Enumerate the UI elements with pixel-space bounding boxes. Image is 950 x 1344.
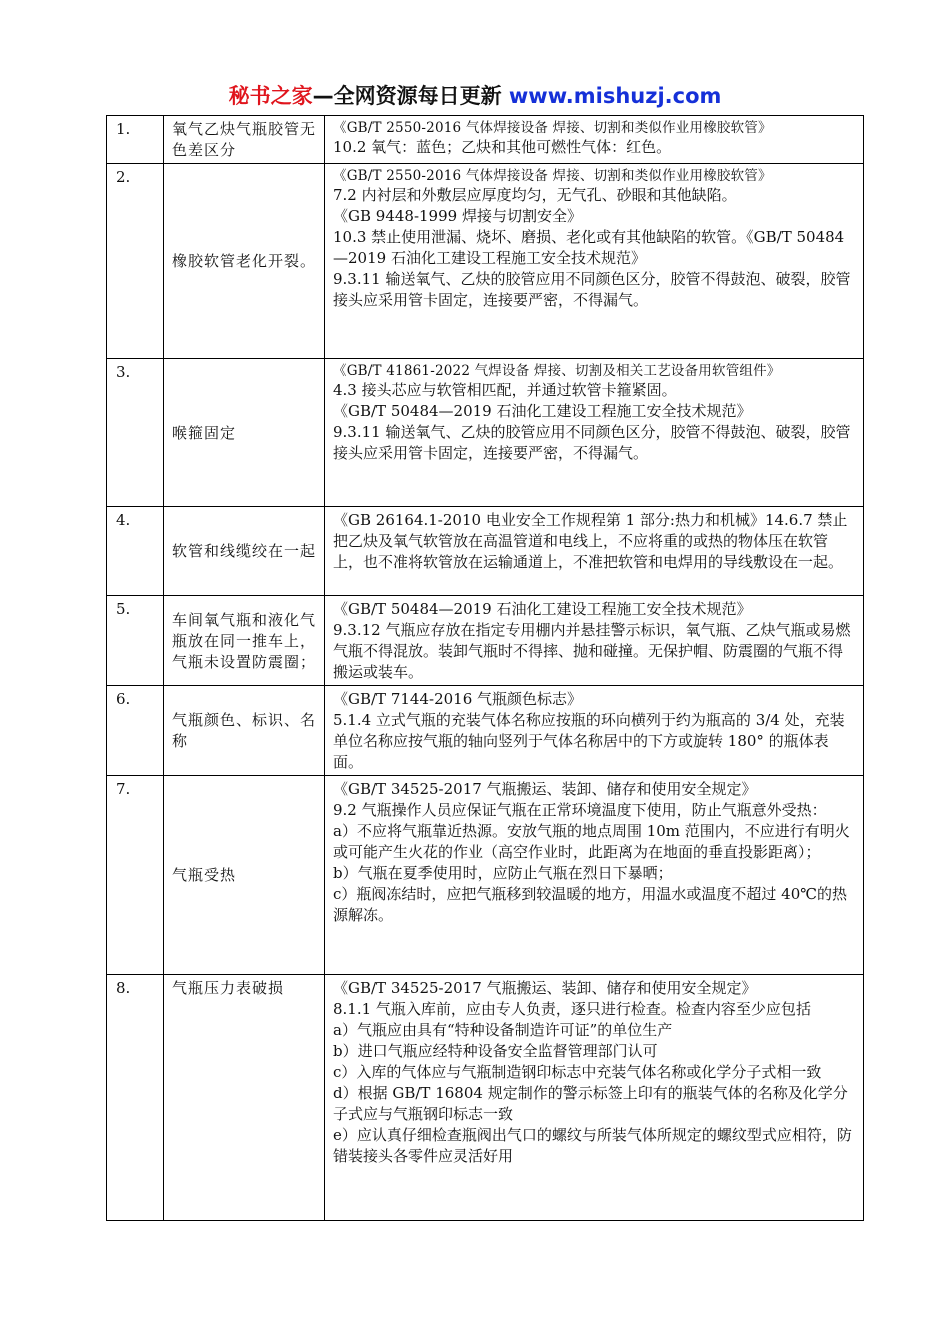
table-row [107,596,864,686]
row-number: 6. [107,686,164,776]
table-row [107,507,864,596]
standard-line: 《GB/T 41861-2022 气焊设备 焊接、切割及相关工艺设备用软管组件》 [333,363,781,379]
standard-reference [325,686,864,776]
hazard-description: 气瓶受热 [164,776,325,975]
standard-line: e）应认真仔细检查瓶阀出气口的螺纹与所装气体所规定的螺纹型式应相符，防错装接头各零件应灵活好用 [333,1126,852,1165]
standard-line: d）根据 GB/T 16804 规定制作的警示标签上印有的瓶装气体的名称及化学分子式应与气瓶钢印标志一致 [333,1084,848,1123]
row-number: 4. [107,507,164,596]
standard-line: 4.3 接头芯应与软管相匹配，并通过软管卡箍紧固。 [333,381,677,399]
standard-line: 7.2 内衬层和外敷层应厚度均匀，无气孔、砂眼和其他缺陷。 [333,186,737,204]
standard-reference [325,116,864,164]
standard-line: b）气瓶在夏季使用时，应防止气瓶在烈日下暴晒； [333,864,673,882]
standard-line: 《GB/T 7144-2016 气瓶颜色标志》 [333,690,583,708]
table-row [107,975,864,1221]
row-number: 3. [107,359,164,507]
table-row [107,116,864,164]
hazard-description: 橡胶软管老化开裂。 [164,164,325,359]
hazard-description: 氧气乙炔气瓶胶管无色差区分 [164,116,325,164]
hazard-description: 软管和线缆绞在一起 [164,507,325,596]
standard-line: c）入库的气体应与气瓶制造钢印标志中充装气体名称或化学分子式相一致 [333,1063,822,1081]
table-row [107,164,864,359]
standard-line: 《GB/T 34525-2017 气瓶搬运、装卸、储存和使用安全规定》 [333,780,757,798]
standard-line: 9.2 气瓶操作人员应保证气瓶在正常环境温度下使用，防止气瓶意外受热： [333,801,827,819]
standard-reference [325,776,864,975]
standard-line: 《GB 26164.1-2010 电业安全工作规程第 1 部分:热力和机械》14.6.7 禁止把乙炔及氧气软管放在高温管道和电线上，不应将重的或热的物体压在软管上，也不准将软管放在运输通道上，不准把软管和电焊用的导线敷设在一起。 [333,511,848,571]
row-number: 8. [107,975,164,1221]
standard-reference [325,975,864,1221]
standard-line: c）瓶阀冻结时，应把气瓶移到较温暖的地方，用温水或温度不超过 40℃的热源解冻。 [333,885,848,924]
standard-line: 10.3 禁止使用泄漏、烧坏、磨损、老化或有其他缺陷的软管。《GB/T 50484—2019 石油化工建设工程施工安全技术规范》 [333,228,845,267]
standard-line: b）进口气瓶应经特种设备安全监督管理部门认可 [333,1042,658,1060]
table-row [107,359,864,507]
standard-line: a）不应将气瓶靠近热源。安放气瓶的地点周围 10m 范围内，不应进行有明火或可能产生火花的作业（高空作业时，此距离为在地面的垂直投影距离）； [333,822,850,861]
hazard-description: 气瓶压力表破损 [164,975,325,1221]
standard-line: 8.1.1 气瓶入库前，应由专人负责，逐只进行检查。检查内容至少应包括 [333,1000,811,1018]
standard-line: 10.2 氧气：蓝色；乙炔和其他可燃性气体：红色。 [333,138,672,156]
table-row [107,776,864,975]
standard-line: 《GB/T 34525-2017 气瓶搬运、装卸、储存和使用安全规定》 [333,979,757,997]
row-number: 2. [107,164,164,359]
hazard-description: 喉箍固定 [164,359,325,507]
hazard-standards-table [106,115,864,1221]
standard-reference [325,507,864,596]
standard-line: 9.3.11 输送氧气、乙炔的胶管应用不同颜色区分，胶管不得鼓泡、破裂，胶管接头应采用管卡固定，连接要严密，不得漏气。 [333,270,851,309]
table-row [107,686,864,776]
standard-reference [325,596,864,686]
standard-reference [325,359,864,507]
header-url[interactable]: www.mishuzj.com [508,84,722,108]
row-number: 1. [107,116,164,164]
standard-line: 《GB/T 2550-2016 气体焊接设备 焊接、切割和类似作业用橡胶软管》 [333,120,772,136]
site-header [0,82,950,110]
standard-line: 5.1.4 立式气瓶的充装气体名称应按瓶的环向横列于约为瓶高的 3/4 处，充装单位名称应按气瓶的轴向竖列于气体名称居中的下方或旋转 180° 的瓶体表面。 [333,711,845,771]
header-tagline: —全网资源每日更新 [312,84,502,108]
hazard-description: 气瓶颜色、标识、名称 [164,686,325,776]
standard-line: 9.3.12 气瓶应存放在指定专用棚内并悬挂警示标识，氧气瓶、乙炔气瓶或易燃气瓶不得混放。装卸气瓶时不得摔、抛和碰撞。无保护帽、防震圈的气瓶不得搬运或装车。 [333,621,851,681]
standard-line: 《GB/T 50484—2019 石油化工建设工程施工安全技术规范》 [333,402,752,420]
standard-line: 《GB/T 2550-2016 气体焊接设备 焊接、切割和类似作业用橡胶软管》 [333,168,772,184]
row-number: 7. [107,776,164,975]
standard-line: 《GB/T 50484—2019 石油化工建设工程施工安全技术规范》 [333,600,752,618]
header-brand: 秘书之家 [228,84,313,108]
row-number: 5. [107,596,164,686]
standard-reference [325,164,864,359]
standard-line: 9.3.11 输送氧气、乙炔的胶管应用不同颜色区分，胶管不得鼓泡、破裂，胶管接头应采用管卡固定，连接要严密，不得漏气。 [333,423,851,462]
hazard-description: 车间氧气瓶和液化气瓶放在同一推车上，气瓶未设置防震圈； [164,596,325,686]
standard-line: a）气瓶应由具有“特种设备制造许可证”的单位生产 [333,1021,673,1039]
standard-line: 《GB 9448-1999 焊接与切割安全》 [333,207,582,225]
